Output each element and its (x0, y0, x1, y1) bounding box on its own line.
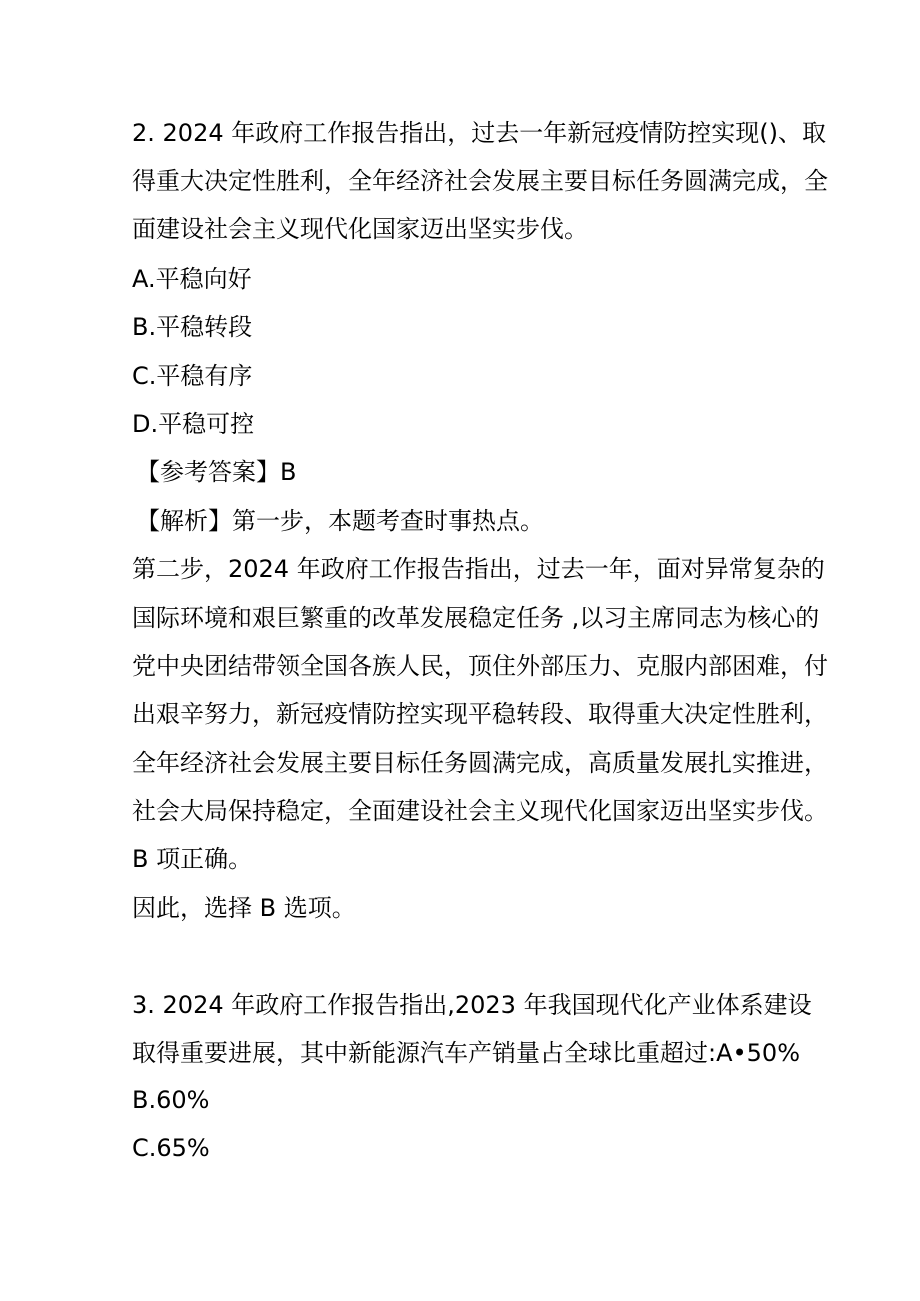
q2-analysis-line-7: B 项正确。 (132, 845, 253, 873)
q3-stem-line-2: 取得重要进展，其中新能源汽车产销量占全球比重超过:A•50% (132, 1039, 801, 1067)
q2-analysis-intro: 【解析】第一步，本题考查时事热点。 (136, 507, 544, 535)
q2-analysis-line-2: 国际环境和艰巨繁重的改革发展稳定任务 ,以习主席同志为核心的 (132, 604, 820, 632)
q2-stem-line-2: 得重大决定性胜利，全年经济社会发展主要目标任务圆满完成，全 (132, 167, 828, 195)
q2-analysis-line-1: 第二步，2024 年政府工作报告指出，过去一年，面对异常复杂的 (132, 555, 825, 583)
q2-option-c: C.平稳有序 (132, 362, 253, 390)
q2-answer: 【参考答案】B (136, 458, 297, 486)
q2-stem-line-3: 面建设社会主义现代化国家迈出坚实步伐。 (132, 215, 588, 243)
q2-analysis-line-4: 出艰辛努力，新冠疫情防控实现平稳转段、取得重大决定性胜利， (132, 700, 828, 728)
q2-option-a: A.平稳向好 (132, 265, 252, 293)
q3-option-b: B.60% (132, 1086, 210, 1114)
q2-option-d: D.平稳可控 (132, 410, 255, 438)
q2-analysis-line-5: 全年经济社会发展主要目标任务圆满完成，高质量发展扎实推进， (132, 749, 828, 777)
q2-stem-line-1: 2. 2024 年政府工作报告指出，过去一年新冠疫情防控实现()、取 (132, 119, 826, 147)
q2-analysis-line-3: 党中央团结带领全国各族人民，顶住外部压力、克服内部困难，付 (132, 652, 828, 680)
q2-analysis-line-6: 社会大局保持稳定，全面建设社会主义现代化国家迈出坚实步伐。 (132, 797, 828, 825)
q2-conclusion: 因此，选择 B 选项。 (132, 894, 356, 922)
q3-option-c: C.65% (132, 1134, 210, 1162)
q2-option-b: B.平稳转段 (132, 313, 253, 341)
q3-stem-line-1: 3. 2024 年政府工作报告指出,2023 年我国现代化产业体系建设 (132, 991, 812, 1019)
